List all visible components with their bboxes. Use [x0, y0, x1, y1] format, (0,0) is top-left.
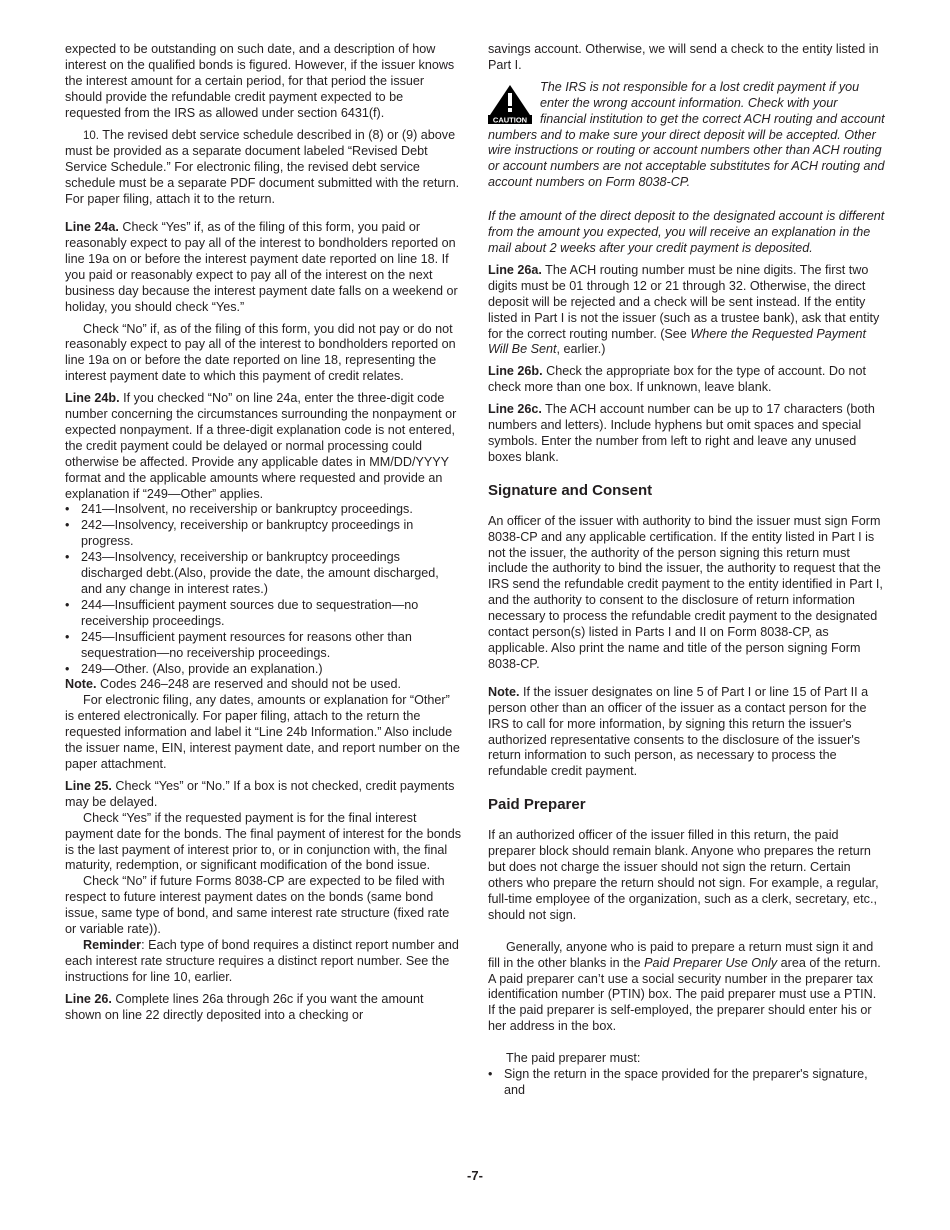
line-text: The ACH account number can be up to 17 characters (both numbers and letters). Include hyphens but omit spaces and special symbols. Enter the number from left to right and leave any unused boxes blank. — [488, 402, 875, 464]
page-number: -7- — [467, 1168, 483, 1183]
caution-label: CAUTION — [492, 115, 528, 124]
note-label: Note. — [488, 684, 520, 699]
paragraph: If the amount of the direct deposit to the designated account is different from the amount you expected, you will receive an explanation in the mail about 2 weeks after your credit payment is deposited. — [488, 209, 885, 255]
paragraph: An officer of the issuer with authority to bind the issuer must sign Form 8038-CP and any applicable certification. If the entity listed in Part I is not the issuer, the authority of the person signing this return must include the authority to bind the issuer, the authority to request that the IRS send the refundable credit payment to the entity identified in Part I, and the authority to consent to the disclosure of return information necessary to process the refundable credit payment to the designated contact person(s) listed in Parts I and II on Form 8038-CP, as applicable. Also print the name and title of the person signing Form 8038-CP. — [488, 513, 883, 671]
caution-text: The IRS is not responsible for a lost credit payment if you enter the wrong account information. Check with your financial institution to get the correct ACH routing and account numbers and to make sure your direct deposit will be accepted. Other wire instructions or routing or account numbers other than ACH routing or account numbers are not acceptable substitutes for ACH routing and account numbers on Form 8038-CP. — [488, 79, 885, 190]
list-item: • 249—Other. (Also, provide an explanation.) — [65, 662, 461, 678]
paragraph: The paid preparer must: — [506, 1051, 641, 1066]
line-text: If you checked “No” on line 24a, enter the three-digit code number concerning the circumstances surrounding the nonpayment or expected nonpayment. If a three-digit explanation code is not entered, the credit payment could be delayed or normal processing could otherwise be affected. Provide any applicable dates in MM/DD/YYYY format and the applicable amounts where requested and provide an explanation if “249—Other” applies. — [65, 391, 457, 501]
paragraph — [488, 940, 885, 1035]
list-item: • 242—Insolvency, receivership or bankruptcy proceedings in progress. — [65, 518, 461, 550]
code-list — [65, 502, 461, 677]
line-label: Line 25. — [65, 778, 112, 793]
line-text-italic: Where the Requested Payment Will Be Sent — [488, 326, 867, 357]
list-item: • 241—Insolvent, no receivership or bankruptcy proceedings. — [65, 502, 461, 518]
line-24b — [65, 391, 461, 502]
paragraph: Check “No” if future Forms 8038-CP are expected to be filed with respect to future interest payment dates on the bonds (same bond issue, same type of bond, and same interest rate structure (fixed rate or variable rate)). — [65, 874, 450, 937]
line-24a — [65, 220, 461, 315]
line-text: Check the appropriate box for the type of account. Do not check more than one box. If unknown, leave blank. — [488, 364, 867, 395]
note-text: If the issuer designates on line 5 of Part I or line 15 of Part II a person other than an officer of the issuer as a contact person for the IRS to call for more information, by signing this return the issuer's authorized representative consents to the disclosure of the issuer's return information to such person, as necessary to process the refundable credit payment. — [488, 684, 869, 779]
line-25 — [65, 779, 461, 811]
note — [65, 677, 461, 693]
line-text: Check “Yes” if, as of the filing of this form, you paid or reasonably expect to pay all of the interest to bondholders reported on line 19a on or before the interest payment date reported on line 18. If you paid or reasonably expect to pay all of the interest on the next business day because the interest payment date falls on a weekend or holiday, you should check “Yes.” — [65, 220, 458, 314]
requirements-list — [488, 1067, 885, 1099]
line-label: Line 26b. — [488, 364, 543, 379]
line-26a — [488, 263, 885, 358]
line-label: Line 24a. — [65, 220, 119, 235]
note — [488, 685, 885, 780]
item-number: 10. — [83, 129, 99, 142]
line-label: Line 26c. — [488, 402, 542, 417]
note-label: Note. — [65, 677, 97, 692]
reminder-label: Reminder — [83, 937, 142, 952]
caution-icon — [488, 84, 532, 124]
paragraph: expected to be outstanding on such date, and a description of how interest on the qualified bonds is figured. However, if the issuer knows the interest amount for a certain period, for that period the issuer should provide the refundable credit payment expected to be requested from the IRS as allowed under section 6431(f). — [65, 42, 455, 120]
reminder-text: : Each type of bond requires a distinct report number and each interest rate structure requires a distinct report number. See the instructions for line 10, earlier. — [65, 937, 459, 984]
list-item: • 243—Insolvency, receivership or bankruptcy proceedings discharged debt.(Also, provide the date, the amount discharged, and any change in interest rates.) — [65, 550, 461, 598]
note-text: Codes 246–248 are reserved and should not be used. — [96, 677, 402, 692]
paragraph: If an authorized officer of the issuer filled in this return, the paid preparer block should remain blank. Anyone who prepares the return but does not charge the issuer should not sign the return. Certain others who prepare the return should not sign. For example, a regular, full-time employee of the organization, such as a clerk, secretary, etc., should not sign. — [488, 828, 879, 922]
left-column — [65, 42, 461, 1023]
section-heading: Signature and Consent — [488, 481, 653, 499]
text-part: area of the return. A paid preparer can’t use a social security number in the preparer tax identification number (PTIN) box. The paid preparer must use a PTIN. If the paid preparer is self-employed, the preparer should enter his or her address in the box. — [488, 955, 881, 1034]
list-item: • Sign the return in the space provided for the preparer's signature, and — [488, 1067, 885, 1099]
line-text: Check “Yes” or “No.” If a box is not checked, credit payments may be delayed. — [65, 778, 455, 809]
paragraph: For electronic filing, any dates, amounts or explanation for “Other” is entered electronically. For paper filing, attach to the return the requested information and label it “Line 24b Information.” Also include the issuer name, EIN, interest payment date, and report number on the paper attachment. — [65, 693, 460, 771]
text-italic: Paid Preparer Use Only — [644, 955, 778, 970]
paragraph: Check “No” if, as of the filing of this form, you did not pay or do not reasonably expect to pay all of the interest to bondholders reported on line 19a on or before the date reported on line 18, representing the interest payment date to which this payment of credit relates. — [65, 321, 456, 384]
line-label: Line 24b. — [65, 391, 120, 406]
paragraph-item-10 — [65, 128, 461, 209]
line-26 — [65, 992, 461, 1024]
paragraph: savings account. Otherwise, we will send a check to the entity listed in Part I. — [488, 42, 879, 72]
caution-block — [488, 80, 885, 191]
line-26b — [488, 364, 885, 396]
line-label: Line 26a. — [488, 262, 542, 277]
list-item: • 244—Insufficient payment sources due to sequestration—no receivership proceedings. — [65, 598, 461, 630]
line-text: Complete lines 26a through 26c if you want the amount shown on line 22 directly deposited into a checking or — [65, 991, 424, 1022]
right-column — [488, 42, 885, 1099]
paragraph: Check “Yes” if the requested payment is for the final interest payment date for the bonds. The final payment of interest for the bonds is the last payment of interest prior to, or in conjunction with, the final maturity, redemption, or significant modification of the bond issue. — [65, 810, 462, 873]
line-label: Line 26. — [65, 991, 112, 1006]
line-text-end: , earlier.) — [556, 342, 606, 357]
text-part: Generally, anyone who is paid to prepare a return must sign it and fill in the other blanks in the — [488, 939, 874, 970]
section-heading: Paid Preparer — [488, 796, 586, 814]
item-text: The revised debt service schedule described in (8) or (9) above must be provided as a separate document labeled “Revised Debt Service Schedule.” For electronic filing, the revised debt service schedule must be a separate PDF document submitted with the return. For paper filing, attach it to the return. — [65, 127, 460, 207]
line-text: The ACH routing number must be nine digits. The first two digits must be 01 through 12 or 21 through 32. Otherwise, the direct deposit will be rejected and a check will be sent instead. If the entity listed in Part I is not the issuer (such as a trustee bank), ask that entity for the correct routing number. (See — [488, 262, 880, 341]
reminder — [65, 938, 461, 986]
list-item: • 245—Insufficient payment resources for reasons other than sequestration—no receivership proceedings. — [65, 630, 461, 662]
line-26c — [488, 402, 885, 466]
